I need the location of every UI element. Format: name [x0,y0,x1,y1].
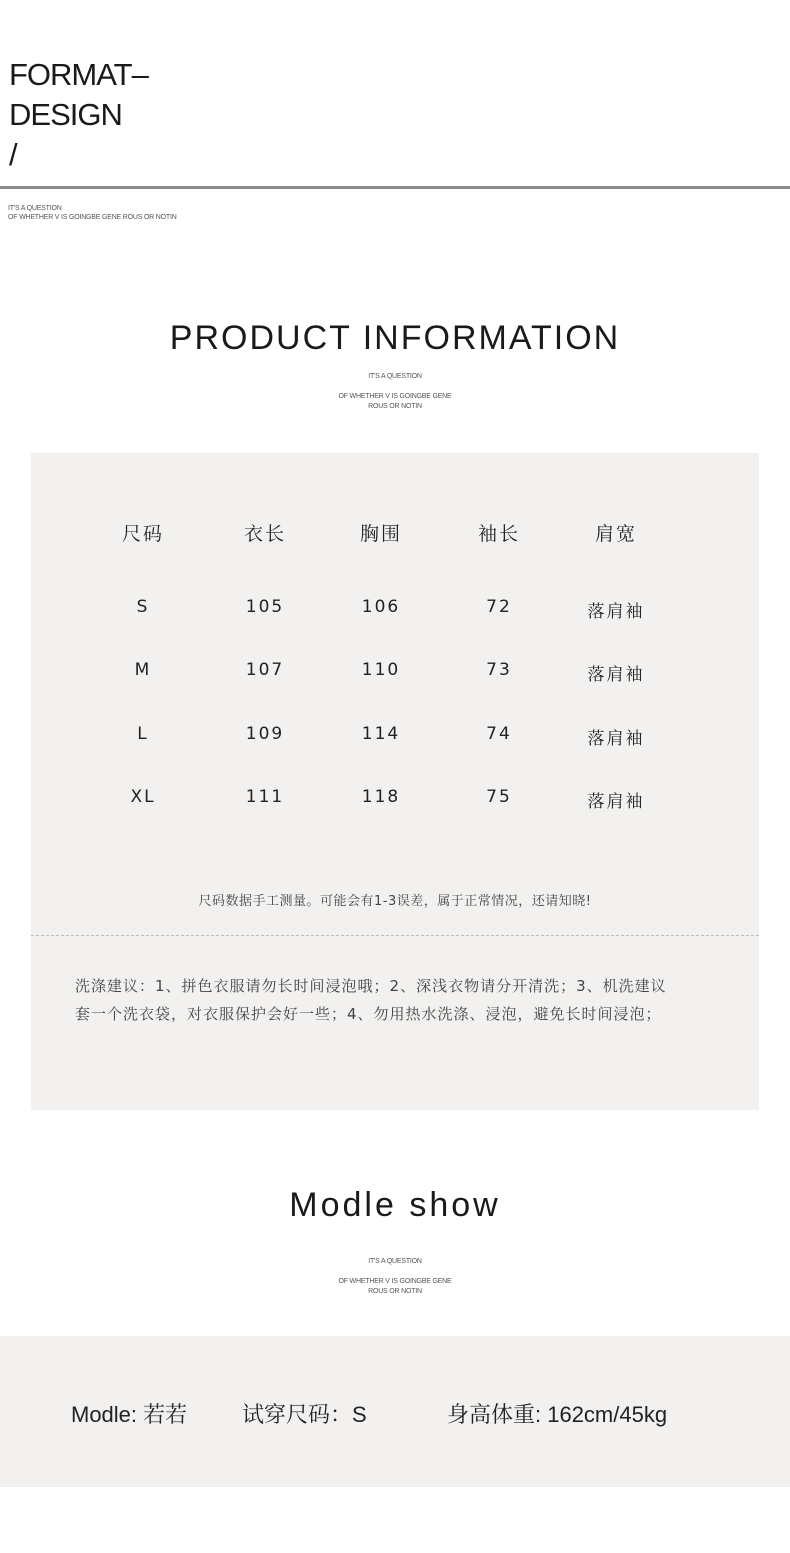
row-xl-shoulder: 落肩袖 [587,792,645,812]
row-m-length: 107 [245,660,285,680]
row-s-shoulder: 落肩袖 [587,602,645,622]
model-try-size: 试穿尺码：S [242,1402,367,1427]
row-l-chest: 114 [361,724,401,744]
care-line-2: 套一个洗衣袋，对衣服保护会好一些；4、勿用热水洗涤、浸泡，避免长时间浸泡； [75,1005,662,1023]
model-height-weight: 身高体重: 162cm/45kg [447,1402,668,1427]
header-size: 尺码 [121,523,164,545]
brand-line-3: / [9,137,17,172]
row-s-chest: 106 [361,597,401,617]
row-m-size: M [134,660,152,680]
care-instructions [75,972,735,1028]
product-info-title: PRODUCT INFORMATION [169,319,621,357]
row-l-size: L [137,724,149,744]
brand-line-1: FORMAT– [9,57,148,92]
product-info-subtitle-1: IT'S A QUESTION [368,373,422,380]
measurement-note: 尺码数据手工测量。可能会有1-3误差，属于正常情况，还请知晓! [198,894,592,909]
row-xl-length: 111 [245,787,285,807]
care-line-1: 洗涤建议：1、拼色衣服请勿长时间浸泡哦；2、深浅衣物请分开清洗；3、机洗建议 [75,977,667,995]
header-sleeve: 袖长 [477,523,520,545]
brand-subtitle-line-1: IT'S A QUESTION [8,205,62,212]
row-l-shoulder: 落肩袖 [587,729,645,749]
model-show-subtitle-3: ROUS OR NOTIN [368,1288,422,1295]
row-s-size: S [136,597,150,617]
header-length: 衣长 [243,523,286,545]
dashed-divider [31,935,759,936]
header-chest: 胸围 [359,523,402,545]
brand-block [9,55,148,175]
header-shoulder: 肩宽 [594,523,637,545]
row-m-shoulder: 落肩袖 [587,665,645,685]
product-info-subtitle-3: ROUS OR NOTIN [368,403,422,410]
brand-subtitle [8,204,177,222]
row-m-sleeve: 73 [486,660,512,680]
model-name: Modle: 若若 [71,1402,188,1427]
row-l-length: 109 [245,724,285,744]
product-info-subtitle-2: OF WHETHER V IS GOINGBE GENE [338,393,452,400]
brand-divider [0,186,790,189]
model-show-subtitle-1: IT'S A QUESTION [368,1258,422,1265]
row-xl-chest: 118 [361,787,401,807]
row-xl-size: XL [130,787,156,807]
row-l-sleeve: 74 [486,724,512,744]
row-m-chest: 110 [361,660,401,680]
brand-line-2: DESIGN [9,97,122,132]
model-show-title: Modle show [289,1186,501,1224]
row-s-length: 105 [245,597,285,617]
model-show-subtitle-2: OF WHETHER V IS GOINGBE GENE [338,1278,452,1285]
row-s-sleeve: 72 [486,597,512,617]
row-xl-sleeve: 75 [486,787,512,807]
brand-subtitle-line-2: OF WHETHER V IS GOINGBE GENE ROUS OR NOTIN [8,214,177,221]
